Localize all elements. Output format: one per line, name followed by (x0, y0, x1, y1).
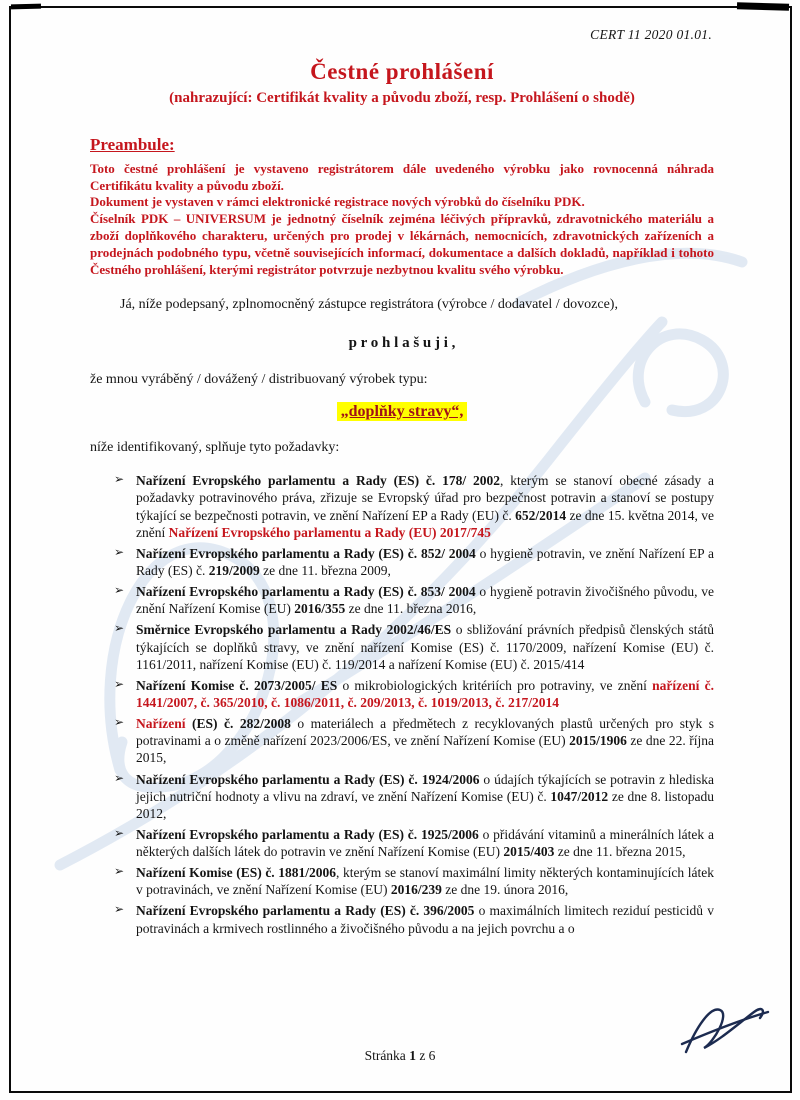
product-type-row (90, 402, 714, 422)
product-type-highlight: „doplňky stravy“, (337, 402, 468, 421)
scan-artifact-top-left (11, 4, 41, 10)
list-item-text: , kterým se stanoví maximální limity některých kontaminujících látek v potravinách, ve znění Nařízení Komise (EU) (136, 865, 714, 898)
list-item-text: 219/2009 (208, 562, 260, 578)
list-item (114, 677, 714, 711)
list-item-text: (ES) č. 282/2008 (185, 716, 291, 732)
arrow-bullet-icon: ➢ (114, 583, 125, 598)
list-item-text: , kterým se stanoví obecné zásady a požadavky potravinového práva, zřizuje se Evropský úřad pro bezpečnost potravin a stanoví se postupy týkající se bezpečnosti potravin, ve znění Nařízení EP a Rady (EU) č. (136, 473, 714, 523)
list-item-text: ze dne 11. března 2015, (554, 844, 686, 860)
list-item-text: o mikrobiologických kritériích pro potraviny, ve znění (337, 677, 653, 693)
footer-prefix: Stránka (364, 1048, 410, 1063)
arrow-bullet-icon: ➢ (114, 902, 125, 917)
footer-page-number: 1 (409, 1048, 416, 1063)
handwritten-signature (678, 994, 774, 1066)
list-item-text: Nařízení Evropského parlamentu a Rady (ES) č. 1924/2006 (136, 771, 480, 787)
list-item (114, 826, 714, 860)
document-subtitle: (nahrazující: Certifikát kvality a původu zboží, resp. Prohlášení o shodě) (169, 89, 635, 106)
list-item-text: Nařízení Komise (ES) č. 1881/2006 (136, 865, 337, 881)
list-item (114, 864, 714, 898)
list-item-text: Nařízení Evropského parlamentu a Rady (ES) č. 396/2005 (136, 903, 475, 919)
preambule-heading: Preambule: (90, 134, 175, 154)
list-item-text: nařízení č. 1441/2007, č. 365/2010, č. 1086/2011, č. 209/2013, č. 1019/2013, č. 217/2014 (136, 677, 714, 710)
list-item-text: ze dne 11. března 2009, (259, 562, 391, 578)
arrow-bullet-icon: ➢ (114, 864, 125, 879)
arrow-bullet-icon: ➢ (114, 472, 125, 487)
arrow-bullet-icon: ➢ (114, 621, 125, 636)
arrow-bullet-icon: ➢ (114, 770, 125, 785)
list-item (114, 472, 714, 541)
list-item-text: Nařízení (136, 716, 186, 732)
arrow-bullet-icon: ➢ (114, 715, 125, 730)
list-item-text: Směrnice Evropského parlamentu a Rady 2002/46/ES (136, 622, 452, 638)
list-item-text: 652/2014 (515, 507, 567, 523)
document-title: Čestné prohlášení (310, 59, 494, 85)
requirements-list (114, 472, 714, 937)
list-item-text: Nařízení Evropského parlamentu a Rady (EU) 2017/745 (168, 524, 491, 540)
list-item-text: ze dne 11. března 2016, (345, 601, 477, 617)
list-item (114, 771, 714, 822)
list-item-text: ze dne 8. listopadu 2012, (136, 788, 714, 821)
arrow-bullet-icon: ➢ (114, 825, 125, 840)
list-item (114, 715, 714, 766)
list-item-text: o přidávání vitaminů a minerálních látek a některých dalších látek do potravin ve znění Nařízení Komise (EU) (136, 826, 714, 860)
list-item-text: Nařízení Evropského parlamentu a Rady (ES) č. 852/ 2004 (136, 545, 476, 561)
list-item-text: o hygieně potravin, ve znění Nařízení EP a Rady (ES) č. (136, 545, 714, 578)
product-type-lead: že mnou vyráběný / dovážený / distribuovaný výrobek typu: (90, 371, 428, 387)
preambule-paragraph: Dokument je vystaven v rámci elektronické registrace nových výrobků do číselníku PDK. (90, 194, 585, 210)
list-item (114, 545, 714, 579)
doc-code: CERT 11 2020 01.01. (590, 27, 712, 42)
list-item (114, 902, 714, 936)
list-item-text: ze dne 19. února 2016, (441, 882, 569, 898)
preambule-paragraph: Číselník PDK – UNIVERSUM je jednotný číselník zejména léčivých přípravků, zdravotnického materiálu a zboží doplňkového charakteru, určených pro prodej v lékárnách, nemocnicích, zdravotnických zařízeních a prodejnách podobného typu, včetně souvisejících informací, dokumentace a dalších dokladů, například i tohoto Čestného prohlášení, kterými registrátor potvrzuje nezbytnou kvalitu svého výrobku. (90, 211, 714, 277)
declaration-intro: Já, níže podepsaný, zplnomocněný zástupce registrátora (výrobce / dodavatel / dovozce), (120, 296, 618, 312)
list-item-text: Nařízení Evropského parlamentu a Rady (ES) č. 178/ 2002 (136, 473, 501, 489)
list-item-text: 2016/239 (390, 882, 442, 898)
list-item (114, 583, 714, 617)
declaration-closing: níže identifikovaný, splňuje tyto požadavky: (90, 440, 340, 456)
list-item-text: 1047/2012 (550, 788, 609, 804)
list-item-text: Nařízení Evropského parlamentu a Rady (ES) č. 853/ 2004 (136, 584, 476, 600)
list-item-text: ze dne 22. října 2015, (136, 733, 714, 766)
list-item-text: 2016/355 (294, 601, 346, 617)
list-item (114, 621, 714, 672)
footer-suffix: z 6 (415, 1048, 436, 1063)
list-item-text: o údajích týkajících se potravin z hlediska jejich nutriční hodnoty a vlivu na zdraví, ve znění Nařízení Komise (EU) č. (136, 771, 715, 804)
list-item-text: 2015/1906 (569, 733, 627, 749)
list-item-text: ze dne 15. května 2014, ve znění (136, 507, 714, 540)
list-item-text: Nařízení Komise č. 2073/2005/ ES (136, 677, 338, 693)
list-item-text: o materiálech a předmětech z recyklovaných plastů určených pro styk s potravinami a o změně nařízení 2023/2006/ES, ve znění Nařízení Komise (EU) (136, 716, 715, 749)
arrow-bullet-icon: ➢ (114, 544, 125, 559)
list-item-text: o hygieně potravin živočišného původu, ve znění Nařízení Komise (EU) (136, 584, 715, 617)
list-item-text: o maximálních limitech reziduí pesticidů v potravinách a krmivech rostlinného a živočišného původu a na jejich povrchu a o (136, 903, 714, 936)
list-item-text: 2015/403 (503, 844, 555, 860)
list-item-text: Nařízení Evropského parlamentu a Rady (ES) č. 1925/2006 (136, 826, 479, 842)
arrow-bullet-icon: ➢ (114, 676, 125, 691)
preambule-paragraph: Toto čestné prohlášení je vystaveno registrátorem dále uvedeného výrobku jako rovnocenná náhrada Certifikátu kvality a původu zboží. (90, 160, 714, 193)
declaration-verb: p r o h l a š u j i , (348, 334, 456, 351)
list-item-text: o sbližování právních předpisů členských států týkajících se doplňků stravy, ve znění nařízení Komise (ES) č. 1170/2009, nařízení Komise (EU) č. 1161/2011, nařízení Komise (EU) č. 119/2014 a nařízení Komise (EU) č. 2015/414 (136, 622, 714, 672)
scan-artifact-top-right (737, 2, 789, 10)
